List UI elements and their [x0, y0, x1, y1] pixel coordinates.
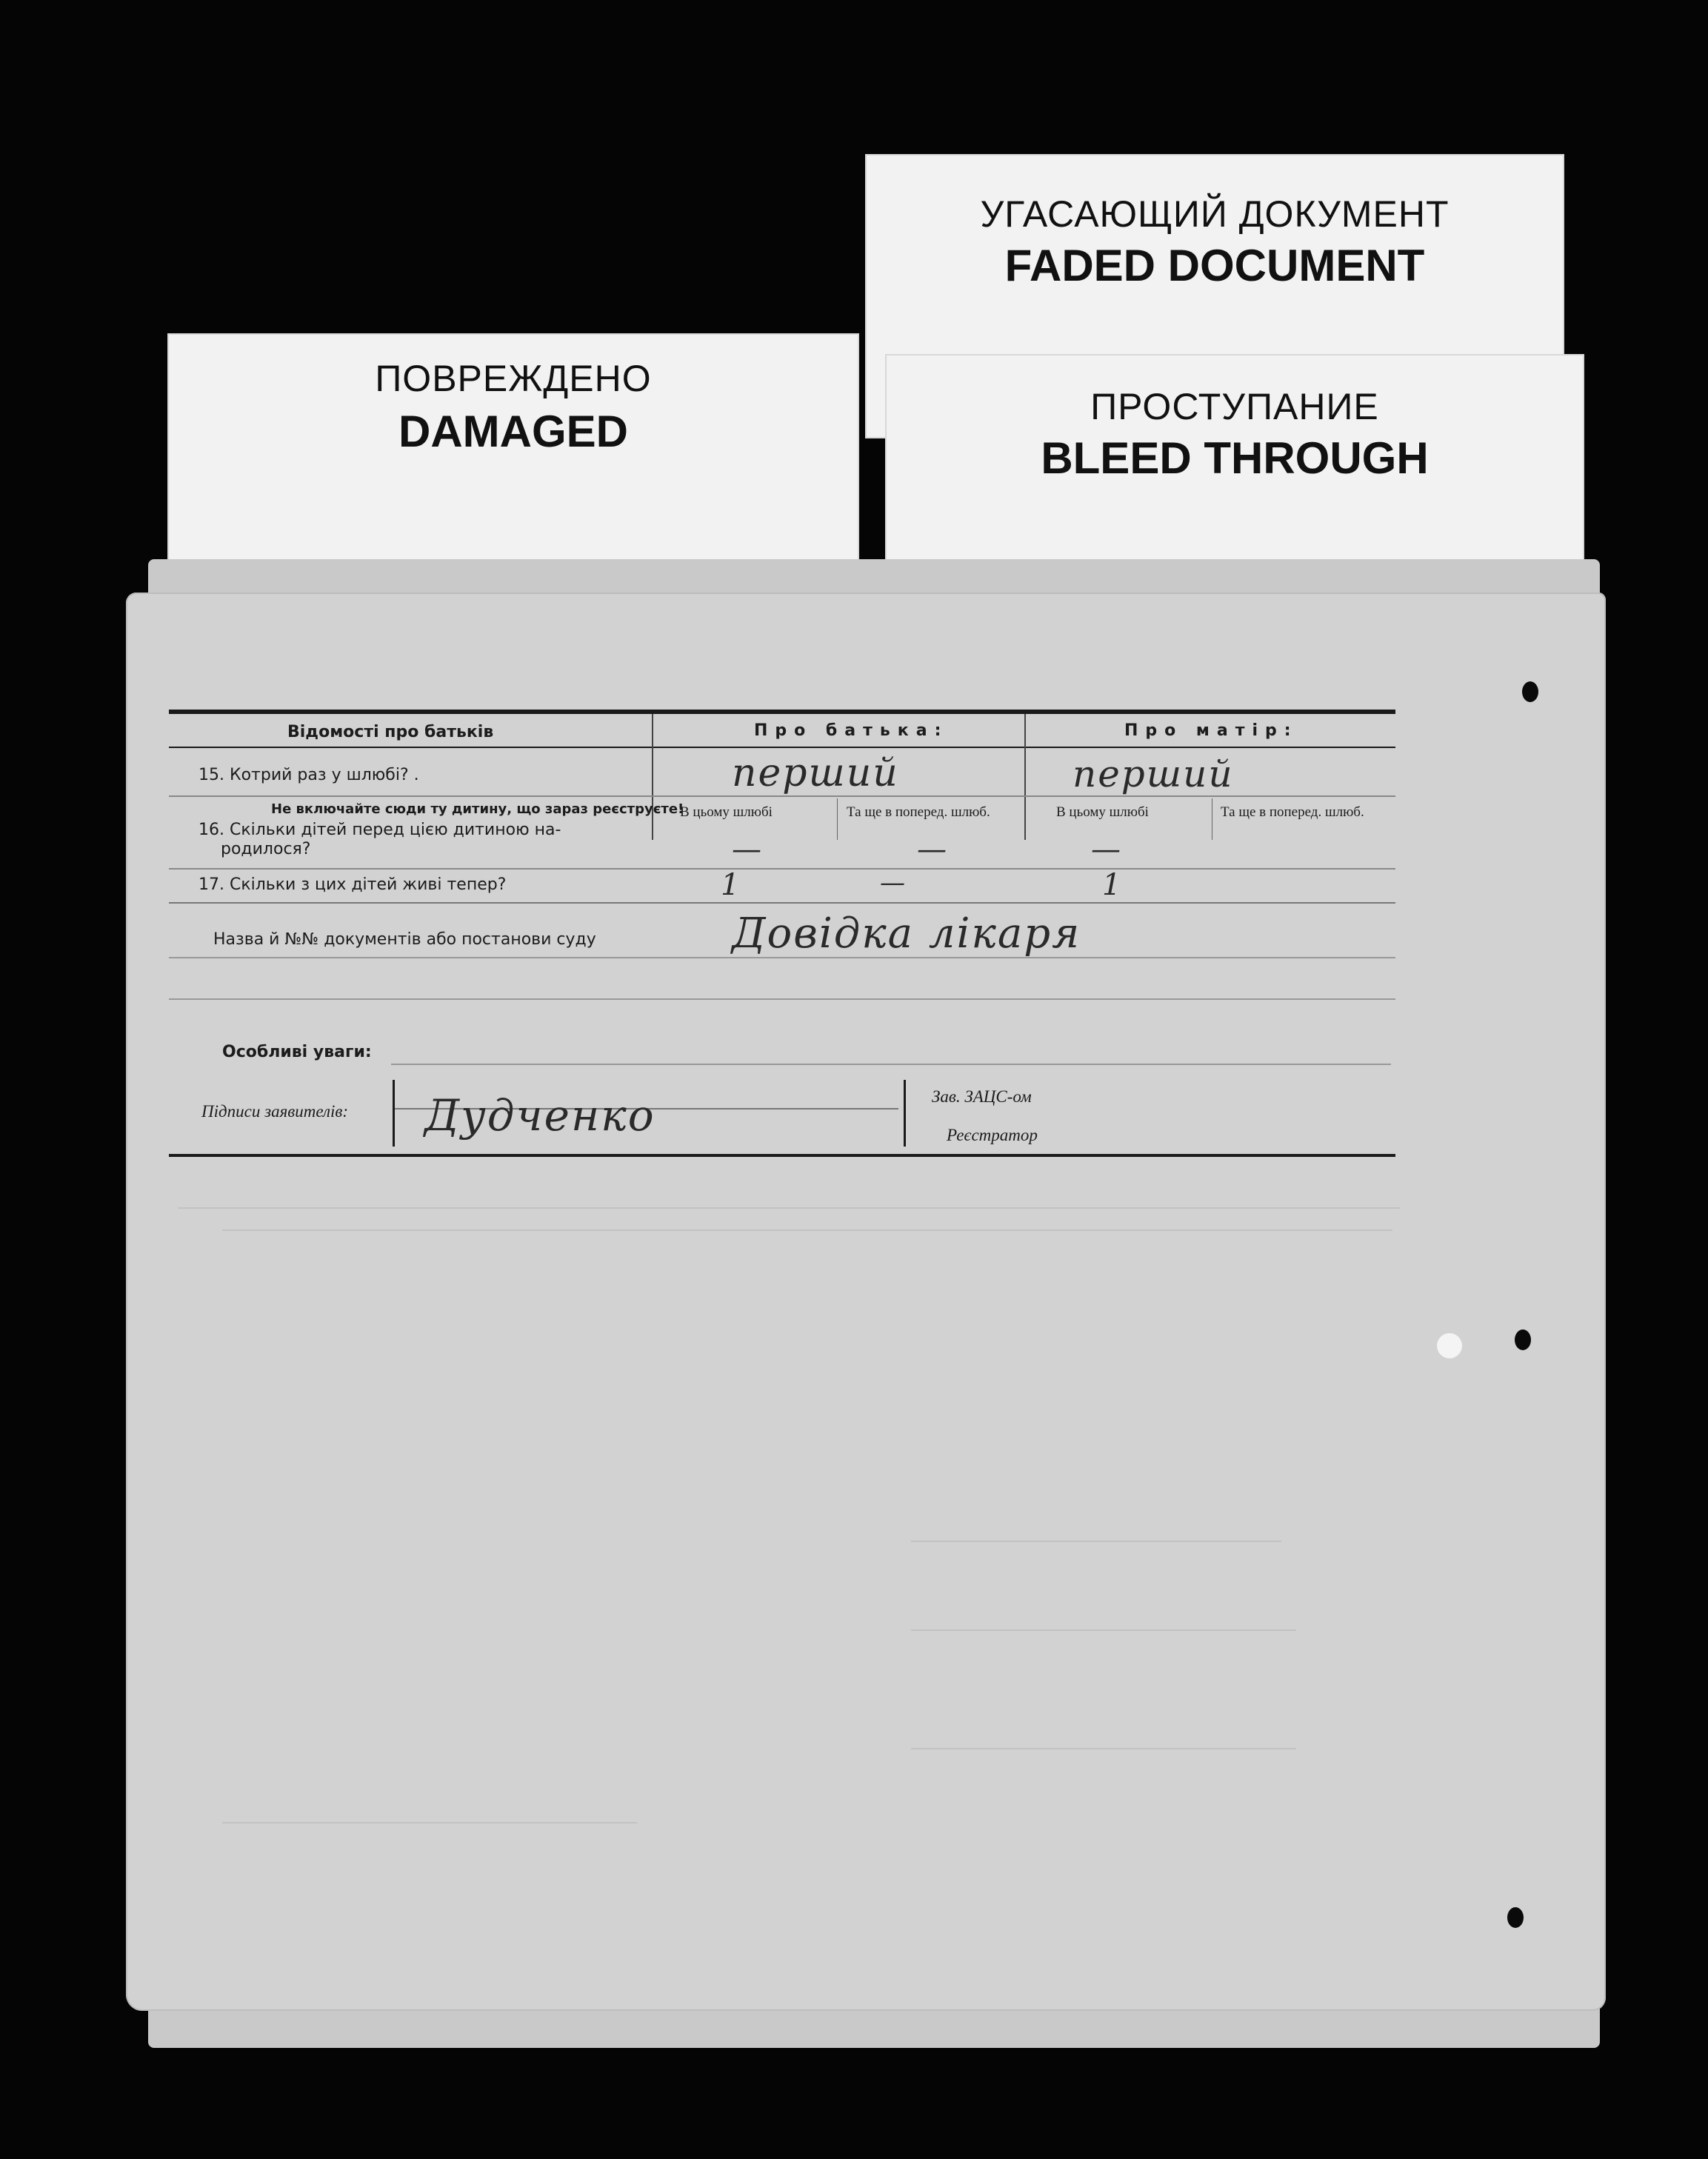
section-title: Відомості про батьків	[287, 723, 494, 741]
father-prev-marriage-label: Та ще в попеpед. шлюб.	[847, 804, 990, 820]
father-children-born: —	[732, 832, 763, 867]
father-marriage-entry: перший	[732, 751, 899, 795]
bleed-line	[911, 1541, 1281, 1542]
damaged-card	[167, 333, 859, 595]
father-children-alive: 1	[721, 868, 741, 902]
registry-head-label: Зав. ЗАЦС-ом	[932, 1087, 1032, 1106]
bleed-line	[222, 1822, 637, 1823]
mother-children-alive: 1	[1102, 868, 1123, 902]
bleed-line	[178, 1207, 1400, 1209]
bleed-label-ru: ПРОСТУПАНИЕ	[1090, 386, 1379, 427]
question-15: 15. Котрий раз у шлюбі? .	[199, 766, 419, 784]
applicant-signature: Дудченко	[424, 1090, 655, 1141]
punch-hole	[1522, 681, 1538, 702]
father-column-header: Про батька:	[754, 721, 949, 740]
exclude-note: Не включайте сюди ту дитину, що зараз реєструєте!	[271, 801, 684, 817]
paper-damage-hole	[1437, 1333, 1462, 1358]
document-entry: Довідка лікаря	[732, 910, 1081, 958]
mother-column-header: Про матір:	[1124, 721, 1298, 740]
remarks-label: Особливі уваги:	[222, 1043, 372, 1061]
parents-info-form	[169, 710, 1398, 1161]
mother-marriage-entry: перший	[1072, 753, 1234, 795]
question-16-line2: родилося?	[221, 840, 311, 858]
punch-hole	[1515, 1329, 1531, 1350]
signatures-label: Підписи заявителів:	[201, 1102, 349, 1121]
father-children-born-prev: —	[917, 832, 948, 867]
mother-prev-marriage-label: Та ще в попеpед. шлюб.	[1221, 804, 1364, 820]
damaged-label-ru: ПОВРЕЖДЕНО	[375, 358, 652, 399]
damaged-label-en: DAMAGED	[398, 407, 628, 456]
bleed-line	[911, 1629, 1296, 1631]
bleed-line	[222, 1229, 1392, 1231]
punch-hole	[1507, 1907, 1524, 1928]
bleed-line	[911, 1748, 1296, 1749]
question-16-line1: 16. Скільки дітей перед цією дитиною на-	[199, 821, 561, 839]
mother-children-born: —	[1091, 832, 1122, 867]
faded-label-en: FADED DOCUMENT	[1004, 241, 1425, 290]
father-children-alive-prev: —	[880, 868, 907, 898]
question-17: 17. Скільки з цих дітей живі тепер?	[199, 875, 507, 894]
documents-label: Назва й №№ документів або постанови суду	[213, 930, 596, 949]
faded-label-ru: УГАСАЮЩИЙ ДОКУМЕНТ	[980, 193, 1450, 235]
father-this-marriage-label: В цьому шлюбі	[680, 804, 773, 820]
bleed-label-en: BLEED THROUGH	[1041, 433, 1429, 483]
mother-this-marriage-label: В цьому шлюбі	[1056, 804, 1149, 820]
registrar-label: Реєстратор	[947, 1126, 1038, 1144]
